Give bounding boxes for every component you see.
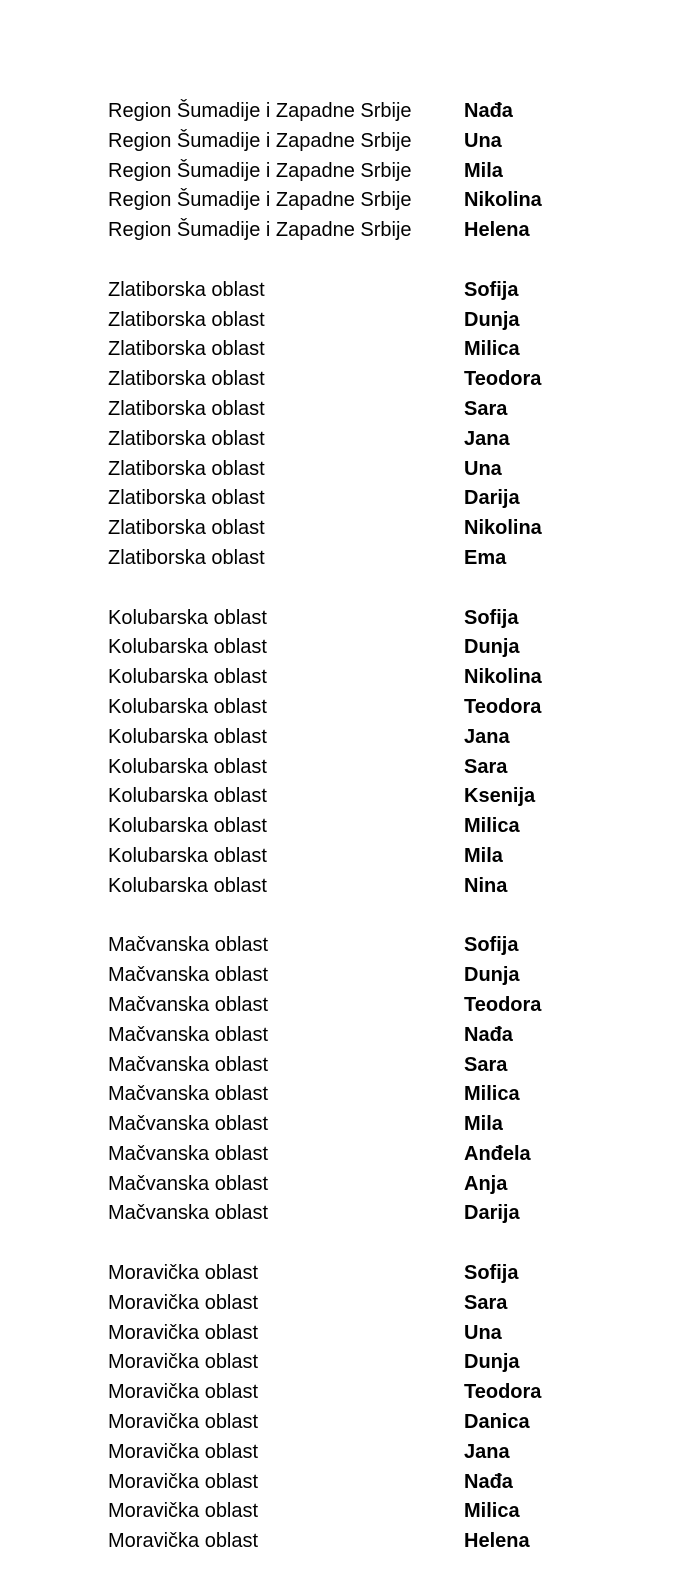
- region-cell: Mačvanska oblast: [108, 1202, 269, 1225]
- name-cell: Nikolina: [464, 517, 542, 540]
- region-cell: Mačvanska oblast: [108, 1053, 269, 1076]
- region-group: [108, 276, 668, 574]
- name-cell: Milica: [464, 1500, 520, 1523]
- name-cell: Sara: [464, 755, 508, 778]
- name-cell: Jana: [464, 1440, 510, 1463]
- region-group: [108, 931, 668, 1229]
- region-cell: Moravička oblast: [108, 1351, 259, 1374]
- name-cell: Sofija: [464, 934, 519, 957]
- table-row: [108, 1289, 668, 1319]
- name-cell: Milica: [464, 1083, 520, 1106]
- region-cell: Zlatiborska oblast: [108, 487, 265, 510]
- name-cell: Dunja: [464, 636, 520, 659]
- region-cell: Kolubarska oblast: [108, 815, 267, 838]
- region-cell: Mačvanska oblast: [108, 1083, 269, 1106]
- region-cell: Kolubarska oblast: [108, 844, 267, 867]
- name-cell: Danica: [464, 1411, 530, 1434]
- table-row: [108, 663, 668, 693]
- table-row: [108, 633, 668, 663]
- region-cell: Moravička oblast: [108, 1530, 259, 1553]
- document-page: [108, 97, 668, 1557]
- region-cell: Moravička oblast: [108, 1470, 259, 1493]
- region-cell: Region Šumadije i Zapadne Srbije: [108, 159, 412, 182]
- region-cell: Kolubarska oblast: [108, 874, 267, 897]
- name-cell: Sara: [464, 1053, 508, 1076]
- table-row: [108, 1408, 668, 1438]
- table-row: [108, 1468, 668, 1498]
- name-cell: Nikolina: [464, 666, 542, 689]
- table-row: [108, 97, 668, 127]
- region-cell: Kolubarska oblast: [108, 666, 267, 689]
- name-cell: Una: [464, 457, 502, 480]
- table-row: [108, 1021, 668, 1051]
- region-cell: Mačvanska oblast: [108, 1113, 269, 1136]
- region-cell: Zlatiborska oblast: [108, 338, 265, 361]
- name-cell: Jana: [464, 427, 510, 450]
- name-cell: Darija: [464, 1202, 520, 1225]
- table-row: [108, 306, 668, 336]
- name-cell: Nađa: [464, 1470, 513, 1493]
- region-cell: Zlatiborska oblast: [108, 278, 265, 301]
- table-row: [108, 1051, 668, 1081]
- table-row: [108, 693, 668, 723]
- table-row: [108, 961, 668, 991]
- region-cell: Mačvanska oblast: [108, 934, 269, 957]
- table-row: [108, 276, 668, 306]
- table-row: [108, 1170, 668, 1200]
- table-row: [108, 365, 668, 395]
- name-cell: Sara: [464, 1291, 508, 1314]
- region-group: [108, 1259, 668, 1557]
- table-row: [108, 1199, 668, 1229]
- name-cell: Teodora: [464, 1381, 542, 1404]
- name-cell: Darija: [464, 487, 520, 510]
- region-cell: Kolubarska oblast: [108, 695, 267, 718]
- region-cell: Region Šumadije i Zapadne Srbije: [108, 100, 412, 122]
- name-cell: Anđela: [464, 1142, 531, 1165]
- region-cell: Zlatiborska oblast: [108, 368, 265, 391]
- table-row: [108, 753, 668, 783]
- region-cell: Moravička oblast: [108, 1381, 259, 1404]
- region-cell: Moravička oblast: [108, 1291, 259, 1314]
- name-cell: Nađa: [464, 1023, 513, 1046]
- table-row: [108, 1319, 668, 1349]
- name-cell: Anja: [464, 1172, 508, 1195]
- region-cell: Kolubarska oblast: [108, 755, 267, 778]
- region-cell: Mačvanska oblast: [108, 993, 269, 1016]
- name-cell: Teodora: [464, 695, 542, 718]
- region-cell: Region Šumadije i Zapadne Srbije: [108, 219, 412, 242]
- name-cell: Jana: [464, 725, 510, 748]
- table-row: [108, 1348, 668, 1378]
- region-cell: Moravička oblast: [108, 1321, 259, 1344]
- region-cell: Kolubarska oblast: [108, 606, 267, 629]
- table-row: [108, 782, 668, 812]
- table-row: [108, 1497, 668, 1527]
- table-row: [108, 216, 668, 246]
- name-cell: Milica: [464, 338, 520, 361]
- region-cell: Zlatiborska oblast: [108, 427, 265, 450]
- name-cell: Sofija: [464, 278, 519, 301]
- table-row: [108, 604, 668, 634]
- name-cell: Dunja: [464, 964, 520, 987]
- region-cell: Kolubarska oblast: [108, 725, 267, 748]
- name-cell: Helena: [464, 1530, 530, 1553]
- region-cell: Moravička oblast: [108, 1500, 259, 1523]
- table-row: [108, 1438, 668, 1468]
- name-cell: Dunja: [464, 1351, 520, 1374]
- table-row: [108, 723, 668, 753]
- name-cell: Mila: [464, 159, 503, 182]
- region-group: [108, 604, 668, 902]
- name-cell: Milica: [464, 815, 520, 838]
- name-cell: Nikolina: [464, 189, 542, 212]
- region-cell: Zlatiborska oblast: [108, 308, 265, 331]
- region-cell: Mačvanska oblast: [108, 1023, 269, 1046]
- table-row: [108, 931, 668, 961]
- table-row: [108, 395, 668, 425]
- name-cell: Sofija: [464, 1262, 519, 1285]
- name-cell: Ksenija: [464, 785, 536, 808]
- table-row: [108, 335, 668, 365]
- region-cell: Region Šumadije i Zapadne Srbije: [108, 129, 412, 152]
- table-row: [108, 514, 668, 544]
- table-row: [108, 1378, 668, 1408]
- region-cell: Mačvanska oblast: [108, 1172, 269, 1195]
- name-cell: Una: [464, 1321, 502, 1344]
- table-row: [108, 455, 668, 485]
- region-group: [108, 97, 668, 246]
- name-cell: Helena: [464, 219, 530, 242]
- name-cell: Teodora: [464, 368, 542, 391]
- name-cell: Teodora: [464, 993, 542, 1016]
- region-cell: Kolubarska oblast: [108, 785, 267, 808]
- name-cell: Nina: [464, 874, 508, 897]
- table-row: [108, 186, 668, 216]
- name-cell: Una: [464, 129, 502, 152]
- table-row: [108, 157, 668, 187]
- table-row: [108, 842, 668, 872]
- region-cell: Moravička oblast: [108, 1262, 259, 1285]
- name-cell: Mila: [464, 1113, 503, 1136]
- region-cell: Zlatiborska oblast: [108, 546, 265, 569]
- table-row: [108, 1527, 668, 1557]
- table-row: [108, 812, 668, 842]
- region-cell: Mačvanska oblast: [108, 1142, 269, 1165]
- table-row: [108, 1259, 668, 1289]
- name-cell: Dunja: [464, 308, 520, 331]
- region-cell: Zlatiborska oblast: [108, 457, 265, 480]
- table-row: [108, 1080, 668, 1110]
- region-cell: Mačvanska oblast: [108, 964, 269, 987]
- region-cell: Zlatiborska oblast: [108, 397, 265, 420]
- region-cell: Kolubarska oblast: [108, 636, 267, 659]
- name-cell: Mila: [464, 844, 503, 867]
- table-row: [108, 484, 668, 514]
- table-row: [108, 127, 668, 157]
- name-cell: Sofija: [464, 606, 519, 629]
- name-cell: Sara: [464, 397, 508, 420]
- table-row: [108, 991, 668, 1021]
- table-row: [108, 1140, 668, 1170]
- region-cell: Moravička oblast: [108, 1440, 259, 1463]
- table-row: [108, 1110, 668, 1140]
- table-row: [108, 425, 668, 455]
- name-cell: Ema: [464, 546, 507, 569]
- table-row: [108, 872, 668, 902]
- name-cell: Nađa: [464, 100, 513, 122]
- region-cell: Moravička oblast: [108, 1411, 259, 1434]
- region-cell: Region Šumadije i Zapadne Srbije: [108, 189, 412, 212]
- table-row: [108, 544, 668, 574]
- region-cell: Zlatiborska oblast: [108, 517, 265, 540]
